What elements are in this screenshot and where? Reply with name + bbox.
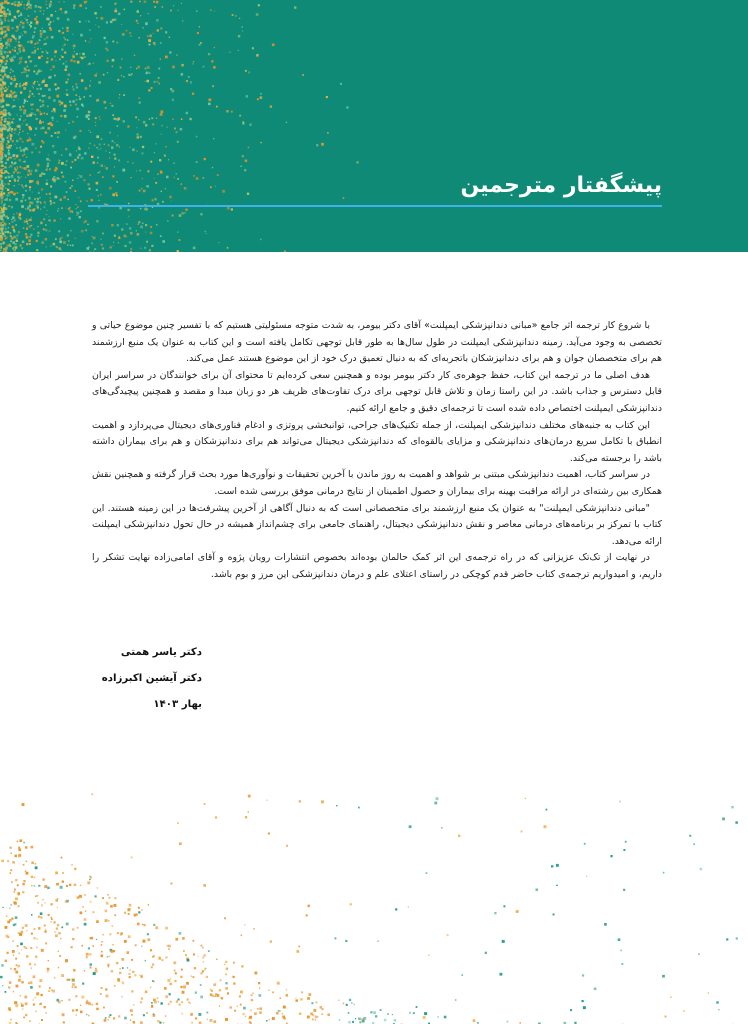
paragraph: این کتاب به جنبه‌های مختلف دندانپزشکی ایمپلنت، از جمله تکنیک‌های جراحی، توانبخشی پروتزی و ادغام فناوری‌های دیجیتال می‌پردازد و اهمیت انطباق با تکامل سریع درمان‌های دندانپزشکی و مزایای بالقوه‌ای که دندانپزشکی دیجیتال می‌تواند هم برای دندانپزشکان و هم برای بیماران داشته باشد را برجسته می‌کند. bbox=[92, 419, 662, 464]
signature-date: بهار ۱۴۰۳ bbox=[153, 699, 202, 710]
header-banner bbox=[0, 0, 748, 252]
paragraph: "مبانی دندانپزشکی ایمپلنت" به عنوان یک منبع ارزشمند برای متخصصانی است که به دنبال آگاهی از آخرین پیشرفت‌ها در این زمینه هستند. این کتاب با تمرکز بر برنامه‌های درمانی معاصر و نقش دندانپزشکی دیجیتال، راهنمای جامعی برای چشم‌انداز همیشه در حال تحول دندانپزشکی ایمپلنت ارائه می‌دهد. bbox=[92, 502, 662, 547]
translator-name: دکتر آیشین اکبرزاده bbox=[101, 673, 202, 684]
footer-dot-pattern bbox=[0, 790, 748, 1024]
translator-name: دکتر یاسر همتی bbox=[120, 647, 202, 658]
paragraph: در سراسر کتاب، اهمیت دندانپزشکی مبتنی بر شواهد و اهمیت به روز ماندن با آخرین تحقیقات و نوآوری‌ها مورد بحث قرار گرفته و همچنین نقش همکاری بین رشته‌ای در ارائه مراقبت بهینه برای بیماران و حصول اطمینان از نتایج درمانی موفق بررسی شده است. bbox=[92, 469, 662, 497]
signature-block bbox=[92, 640, 202, 718]
page-title: پیشگفتار مترجمین bbox=[460, 173, 662, 198]
header-dot-pattern bbox=[0, 0, 748, 252]
paragraph: در نهایت از تک‌تک عزیزانی که در راه ترجمه‌ی این اثر کمک حالمان بوده‌اند بخصوص انتشارات رویان پژوه و آقای امامی‌زاده نهایت تشکر را داریم، و امیدواریم ترجمه‌ی کتاب حاضر قدم کوچکی در راستای اعتلای علم و درمان دندانپزشکی این مرز و بوم باشد. bbox=[92, 552, 662, 580]
paragraph: با شروع کار ترجمه اثر جامع «مبانی دندانپزشکی ایمپلنت» آقای دکتر بیومر، به شدت متوجه مسئولیتی هستیم که با تفسیر چنین موضوع حیاتی و تخصصی به وجود می‌آید. زمینه دندانپزشکی ایمپلنت در طول سال‌ها به طور قابل توجهی تکامل یافته است و این کتاب به عنوان یک منبع ارزشمند هم برای متخصصان جوان و هم برای دندانپزشکان باتجربه‌ای که به دنبال تعمیق درک خود از این موضوع هستند عمل می‌کند. bbox=[92, 320, 662, 365]
preface-body bbox=[92, 318, 662, 584]
paragraph: هدف اصلی ما در ترجمه این کتاب، حفظ جوهره‌ی کار دکتر بیومر بوده و همچنین سعی کرده‌ایم تا محتوای آن برای خوانندگان در سراسر ایران قابل دسترس و جذاب باشد. در این راستا زمان و تلاش قابل توجهی برای درک تفاوت‌های ظریف هر دو زبان مبدا و مقصد و همچنین پیچیدگی‌های دندانپزشکی ایمپلنت اختصاص داده شده است تا ترجمه‌ای دقیق و جامع ارائه کنیم. bbox=[92, 369, 662, 414]
title-underline bbox=[88, 205, 662, 207]
